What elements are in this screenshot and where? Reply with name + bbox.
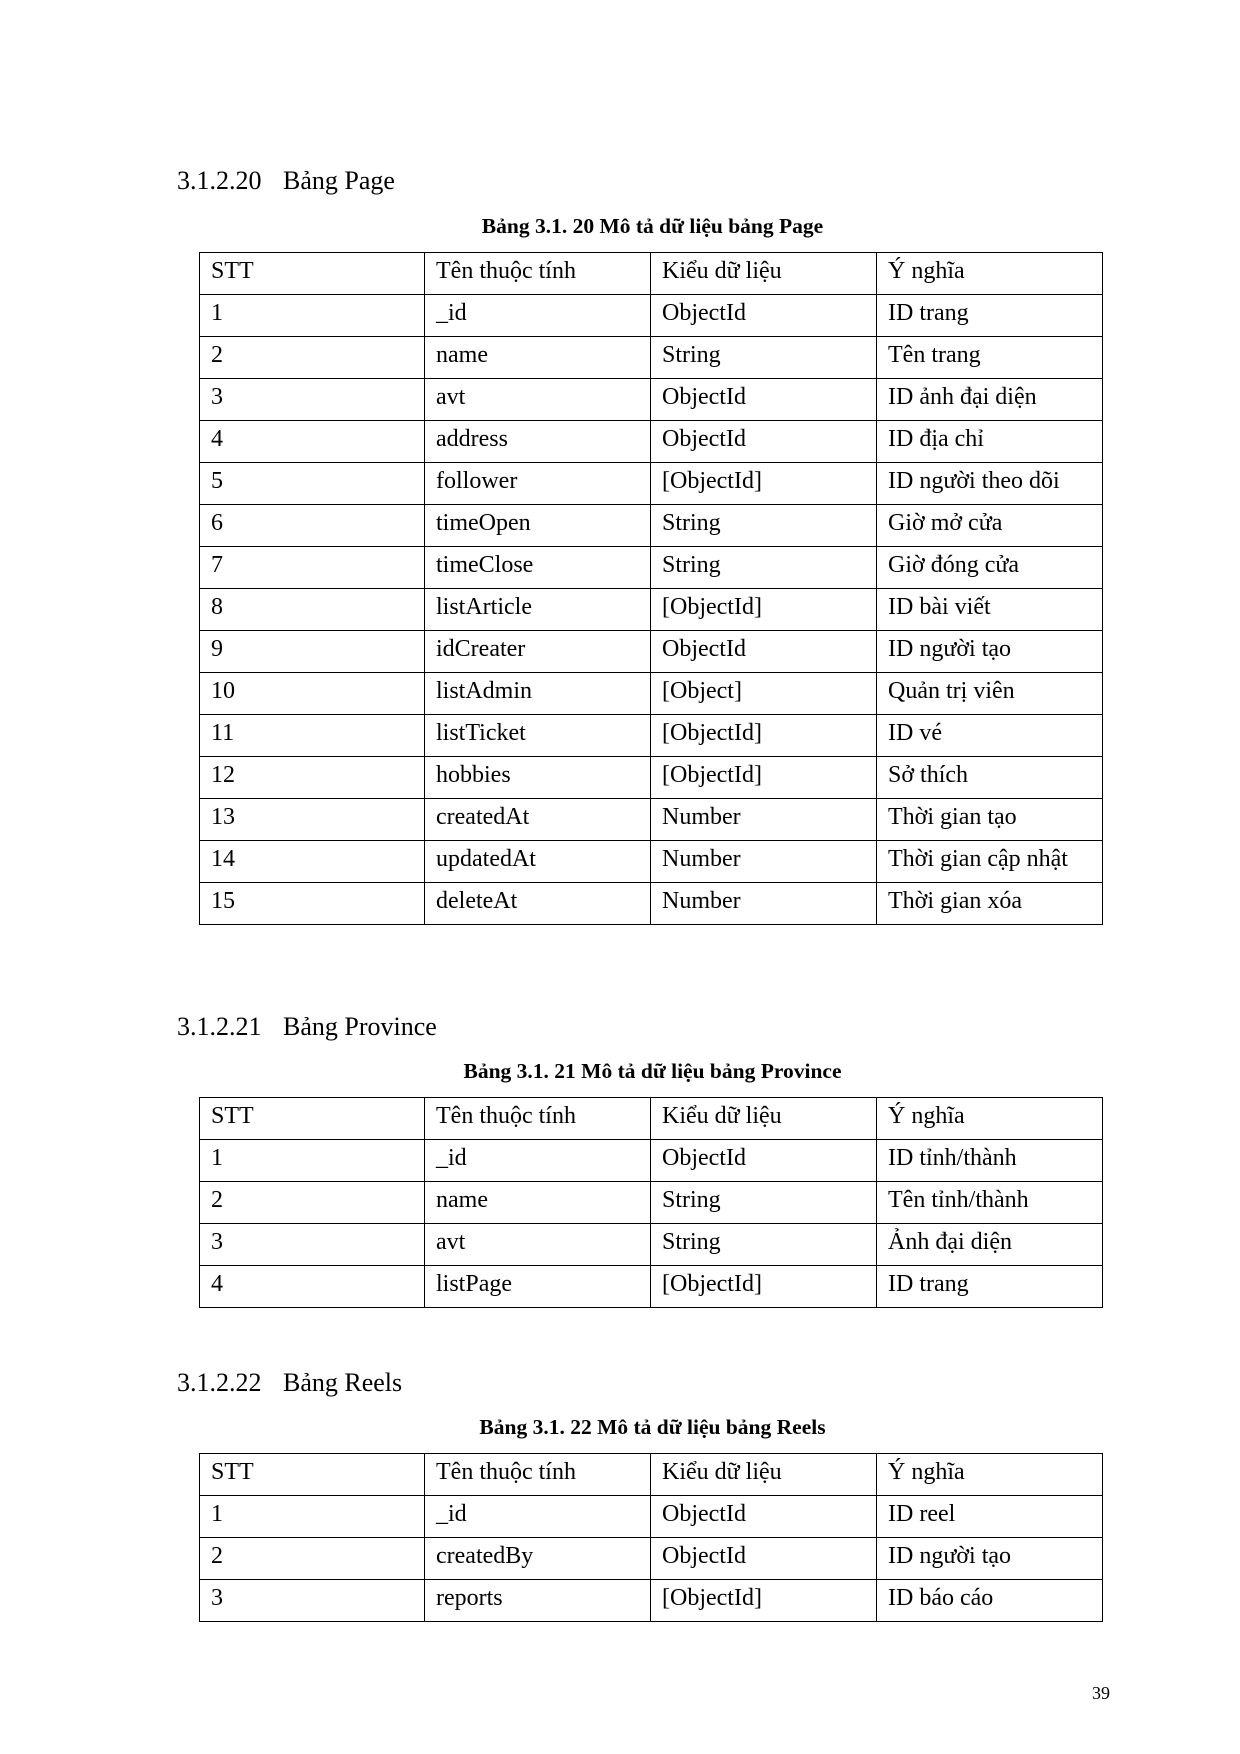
- table-cell: hobbies: [425, 757, 651, 799]
- table-cell: 11: [200, 715, 425, 757]
- table-row: [200, 505, 1103, 547]
- header-cell: STT: [200, 1098, 425, 1140]
- table-cell: listAdmin: [425, 673, 651, 715]
- section-number: 3.1.2.21: [177, 1012, 262, 1041]
- table-cell: String: [651, 505, 877, 547]
- table-cell: ID trang: [877, 295, 1103, 337]
- table-page: [199, 252, 1103, 925]
- header-cell: Tên thuộc tính: [425, 1454, 651, 1496]
- table-cell: 12: [200, 757, 425, 799]
- table-cell: name: [425, 1182, 651, 1224]
- table-row: [200, 1538, 1103, 1580]
- table-row: [200, 1496, 1103, 1538]
- table-row: [200, 799, 1103, 841]
- table-cell: ObjectId: [651, 295, 877, 337]
- table-cell: ID bài viết: [877, 589, 1103, 631]
- table-cell: Number: [651, 883, 877, 925]
- table-cell: [ObjectId]: [651, 589, 877, 631]
- table-cell: _id: [425, 295, 651, 337]
- table-cell: 7: [200, 547, 425, 589]
- table-cell: 1: [200, 295, 425, 337]
- table-cell: Thời gian cập nhật: [877, 841, 1103, 883]
- section-heading-page: [177, 166, 395, 196]
- table-row: [200, 1224, 1103, 1266]
- table-cell: ObjectId: [651, 1538, 877, 1580]
- table-cell: Sở thích: [877, 757, 1103, 799]
- table-row: [200, 463, 1103, 505]
- table-cell: createdAt: [425, 799, 651, 841]
- table-cell: [ObjectId]: [651, 1580, 877, 1622]
- table-row: [200, 631, 1103, 673]
- header-cell: Tên thuộc tính: [425, 1098, 651, 1140]
- table-cell: ID người theo dõi: [877, 463, 1103, 505]
- table-cell: 10: [200, 673, 425, 715]
- table-row: [200, 547, 1103, 589]
- page-number: 39: [1092, 1683, 1110, 1703]
- header-cell: STT: [200, 253, 425, 295]
- section-number: 3.1.2.22: [177, 1368, 262, 1397]
- table-cell: Thời gian xóa: [877, 883, 1103, 925]
- section-heading-province: [177, 1012, 437, 1042]
- header-cell: Ý nghĩa: [877, 1454, 1103, 1496]
- table-row: [200, 1580, 1103, 1622]
- table-cell: Number: [651, 799, 877, 841]
- table-cell: Giờ đóng cửa: [877, 547, 1103, 589]
- table-cell: deleteAt: [425, 883, 651, 925]
- table-cell: String: [651, 1182, 877, 1224]
- header-cell: Tên thuộc tính: [425, 253, 651, 295]
- table-province: [199, 1097, 1103, 1308]
- table-cell: 8: [200, 589, 425, 631]
- table-cell: ID reel: [877, 1496, 1103, 1538]
- table-cell: avt: [425, 379, 651, 421]
- table-cell: 1: [200, 1496, 425, 1538]
- table-cell: ObjectId: [651, 379, 877, 421]
- table-cell: [ObjectId]: [651, 715, 877, 757]
- table-cell: ID người tạo: [877, 1538, 1103, 1580]
- table-caption-province: Bảng 3.1. 21 Mô tả dữ liệu bảng Province: [463, 1059, 842, 1083]
- table-cell: ObjectId: [651, 1496, 877, 1538]
- table-cell: 2: [200, 1182, 425, 1224]
- table-cell: [ObjectId]: [651, 757, 877, 799]
- header-cell: Kiểu dữ liệu: [651, 1454, 877, 1496]
- table-cell: timeClose: [425, 547, 651, 589]
- table-cell: address: [425, 421, 651, 463]
- table-cell: ID ảnh đại diện: [877, 379, 1103, 421]
- table-cell: Giờ mở cửa: [877, 505, 1103, 547]
- table-row: [200, 337, 1103, 379]
- table-cell: _id: [425, 1140, 651, 1182]
- table-cell: 3: [200, 379, 425, 421]
- table-cell: Tên tỉnh/thành: [877, 1182, 1103, 1224]
- table-row: [200, 379, 1103, 421]
- table-cell: 3: [200, 1580, 425, 1622]
- table-cell: ID báo cáo: [877, 1580, 1103, 1622]
- table-cell: Quản trị viên: [877, 673, 1103, 715]
- table-cell: 15: [200, 883, 425, 925]
- table-cell: ID người tạo: [877, 631, 1103, 673]
- table-cell: reports: [425, 1580, 651, 1622]
- table-row: [200, 673, 1103, 715]
- table-row: [200, 1182, 1103, 1224]
- table-reels: [199, 1453, 1103, 1622]
- section-title: Bảng Province: [283, 1012, 437, 1041]
- table-row: [200, 715, 1103, 757]
- table-cell: String: [651, 1224, 877, 1266]
- table-cell: 5: [200, 463, 425, 505]
- table-cell: 2: [200, 1538, 425, 1580]
- table-cell: ID địa chỉ: [877, 421, 1103, 463]
- table-cell: 4: [200, 1266, 425, 1308]
- header-cell: Kiểu dữ liệu: [651, 253, 877, 295]
- table-caption-page: Bảng 3.1. 20 Mô tả dữ liệu bảng Page: [481, 214, 824, 238]
- table-cell: avt: [425, 1224, 651, 1266]
- table-cell: 1: [200, 1140, 425, 1182]
- table-cell: 9: [200, 631, 425, 673]
- table-cell: [ObjectId]: [651, 463, 877, 505]
- section-title: Bảng Reels: [283, 1368, 403, 1397]
- table-cell: listTicket: [425, 715, 651, 757]
- table-cell: ID vé: [877, 715, 1103, 757]
- table-cell: 2: [200, 337, 425, 379]
- table-cell: ObjectId: [651, 1140, 877, 1182]
- table-cell: updatedAt: [425, 841, 651, 883]
- table-cell: 14: [200, 841, 425, 883]
- table-cell: timeOpen: [425, 505, 651, 547]
- table-header-row: [200, 1454, 1103, 1496]
- header-cell: Ý nghĩa: [877, 1098, 1103, 1140]
- table-cell: 13: [200, 799, 425, 841]
- table-cell: follower: [425, 463, 651, 505]
- table-cell: ObjectId: [651, 631, 877, 673]
- table-row: [200, 1266, 1103, 1308]
- table-cell: 4: [200, 421, 425, 463]
- table-cell: name: [425, 337, 651, 379]
- table-cell: ID trang: [877, 1266, 1103, 1308]
- table-cell: [Object]: [651, 673, 877, 715]
- table-row: [200, 589, 1103, 631]
- table-cell: 6: [200, 505, 425, 547]
- table-cell: Tên trang: [877, 337, 1103, 379]
- table-row: [200, 883, 1103, 925]
- table-cell: String: [651, 337, 877, 379]
- table-cell: ID tỉnh/thành: [877, 1140, 1103, 1182]
- table-cell: Number: [651, 841, 877, 883]
- table-row: [200, 295, 1103, 337]
- table-header-row: [200, 253, 1103, 295]
- table-row: [200, 841, 1103, 883]
- table-cell: createdBy: [425, 1538, 651, 1580]
- table-cell: [ObjectId]: [651, 1266, 877, 1308]
- header-cell: Kiểu dữ liệu: [651, 1098, 877, 1140]
- table-cell: String: [651, 547, 877, 589]
- section-title: Bảng Page: [283, 166, 395, 195]
- section-heading-reels: [177, 1368, 402, 1398]
- header-cell: STT: [200, 1454, 425, 1496]
- table-cell: 3: [200, 1224, 425, 1266]
- table-header-row: [200, 1098, 1103, 1140]
- header-cell: Ý nghĩa: [877, 253, 1103, 295]
- table-row: [200, 1140, 1103, 1182]
- table-cell: listArticle: [425, 589, 651, 631]
- table-row: [200, 757, 1103, 799]
- table-row: [200, 421, 1103, 463]
- table-caption-reels: Bảng 3.1. 22 Mô tả dữ liệu bảng Reels: [479, 1415, 826, 1439]
- table-cell: listPage: [425, 1266, 651, 1308]
- table-cell: ObjectId: [651, 421, 877, 463]
- section-number: 3.1.2.20: [177, 166, 262, 195]
- table-cell: idCreater: [425, 631, 651, 673]
- table-cell: Thời gian tạo: [877, 799, 1103, 841]
- table-cell: Ảnh đại diện: [877, 1224, 1103, 1266]
- table-cell: _id: [425, 1496, 651, 1538]
